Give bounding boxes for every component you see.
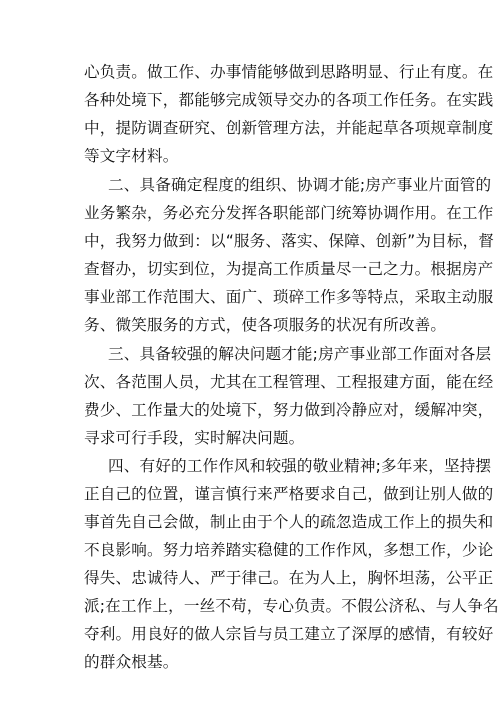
text-line: 查督办，切实到位，为提高工作质量尽一己之力。根据房产 [84,260,494,278]
text-line: 派;在工作上，一丝不苟，专心负责。不假公济私、与人争名 [84,597,499,615]
text-line: 正自己的位置，谨言慎行来严格要求自己，做到让别人做的 [84,485,494,503]
text-line: 夺利。用良好的做人宗旨与员工建立了深厚的感情，有较好 [84,625,494,643]
text-line: 次、各范围人员，尤其在工程管理、工程报建方面，能在经 [84,373,494,391]
text-line: 各种处境下，都能够完成领导交办的各项工作任务。在实践 [84,91,494,109]
text-line: 务、微笑服务的方式，使各项服务的状况有所改善。 [84,316,447,334]
text-line: 等文字材料。 [84,147,179,165]
text-line: 得失、忠诚待人、严于律己。在为人上，胸怀坦荡，公平正 [84,569,494,587]
text-line: 中，提防调查研究、创新管理方法，并能起草各项规章制度 [84,119,494,137]
paragraph-heading-2: 二、具备确定程度的组织、协调才能;房产事业片面管的 [108,176,492,194]
text-line: 事首先自己会做，制止由于个人的疏忽造成工作上的损失和 [84,513,494,531]
text-line: 中，我努力做到：以“服务、落实、保障、创新”为目标，督 [84,232,495,250]
text-line: 不良影响。努力培养踏实稳健的工作作风，多想工作，少论 [84,541,494,559]
text-line: 心负责。做工作、办事情能够做到思路明显、行止有度。在 [84,63,494,81]
text-line: 寻求可行手段，实时解决问题。 [84,429,305,447]
text-line: 业务繁杂，务必充分发挥各职能部门统筹协调作用。在工作 [84,204,494,222]
text-line: 费少、工作量大的处境下，努力做到冷静应对，缓解冲突， [84,401,494,419]
text-line: 事业部工作范围大、面广、琐碎工作多等特点，采取主动服 [84,288,494,306]
paragraph-heading-4: 四、有好的工作作风和较强的敬业精神;多年来，坚持摆 [108,457,492,475]
text-line: 的群众根基。 [84,653,179,671]
paragraph-heading-3: 三、具备较强的解决问题才能;房产事业部工作面对各层 [108,345,492,363]
